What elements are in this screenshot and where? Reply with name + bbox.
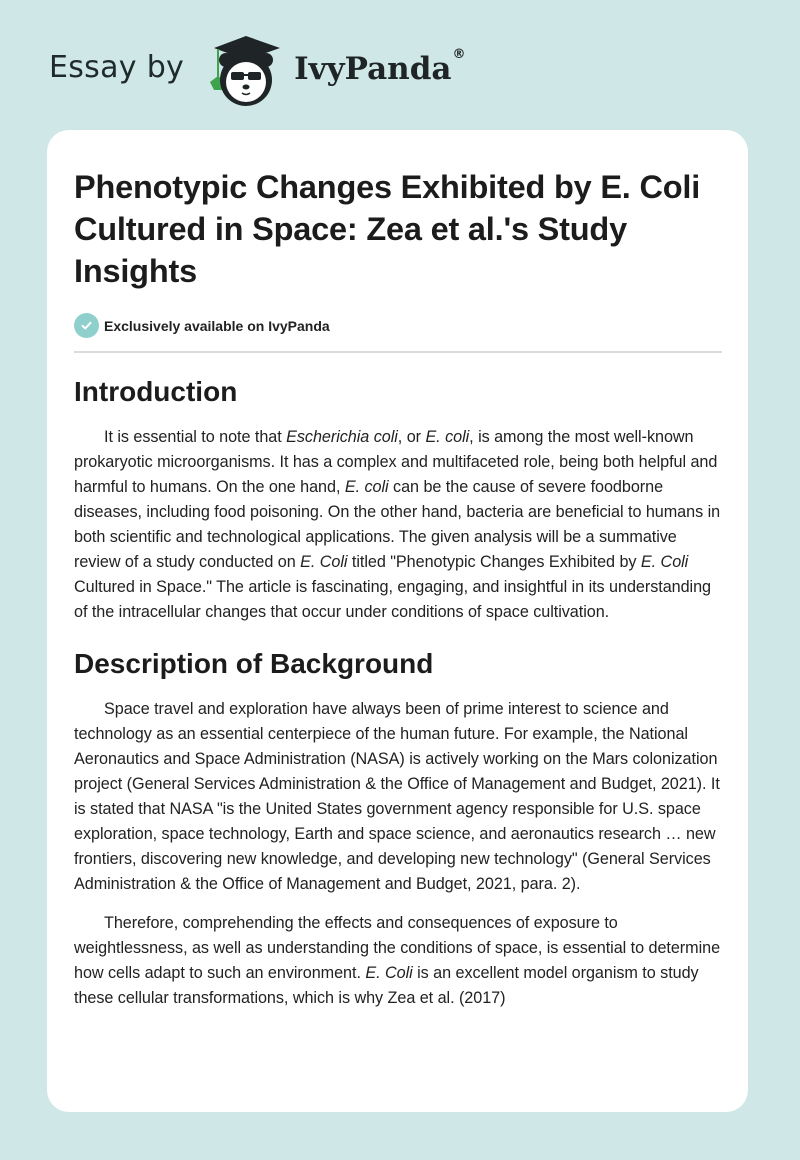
- panda-graduation-cap-icon: [200, 30, 290, 110]
- exclusive-badge: [74, 313, 722, 338]
- essay-card: [47, 130, 748, 1112]
- paragraph: It is essential to note that Escherichia coli, or E. coli, is among the most well-known prokaryotic microorganisms. It has a complex and multifaceted role, being both helpful and harmful to humans. On the one hand, E. coli can be the cause of severe foodborne diseases, including food poisoning. On the other hand, bacteria are beneficial to humans in both scientific and technological applications. The given analysis will be a summative review of a study conducted on E. Coli titled "Phenotypic Changes Exhibited by E. Coli Cultured in Space." The article is fascinating, engaging, and insightful in its understanding of the intracellular changes that occur under conditions of space cultivation.: [74, 428, 721, 621]
- brand-header[interactable]: [49, 30, 466, 110]
- paragraph: Space travel and exploration have always been of prime interest to science and technology as an essential centerpiece of the human future. For example, the National Aeronautics and Space Administration (NASA) is actively working on the Mars colonization project (General Services Administration & the Office of Management and Budget, 2021). It is stated that NASA "is the United States government agency responsible for U.S. space exploration, space technology, Earth and space science, and aeronautics research … new frontiers, discovering new knowledge, and developing new technology" (General Services Administration & the Office of Management and Budget, 2021, para. 2).: [74, 700, 720, 893]
- registered-mark: ®: [452, 47, 466, 62]
- page-title: Phenotypic Changes Exhibited by E. Coli Cultured in Space: Zea et al.'s Study Insights: [74, 169, 701, 289]
- check-circle-icon: [74, 313, 99, 338]
- badge-text: Exclusively available on IvyPanda: [104, 317, 330, 334]
- section-introduction: [74, 375, 722, 625]
- section-heading: Description of Background: [74, 648, 434, 679]
- paragraph: Therefore, comprehending the effects and consequences of exposure to weightlessness, as well as understanding the conditions of space, is essential to determine how cells adapt to such an environment. E. Coli is an excellent model organism to study these cellular transformations, which is why Zea et al. (2017): [74, 914, 721, 1007]
- brand-prefix: Essay by: [49, 49, 185, 85]
- divider: [74, 351, 722, 353]
- brand-name: IvyPanda®: [294, 47, 466, 87]
- section-description-of-background: [74, 647, 722, 1011]
- section-heading: Introduction: [74, 376, 238, 407]
